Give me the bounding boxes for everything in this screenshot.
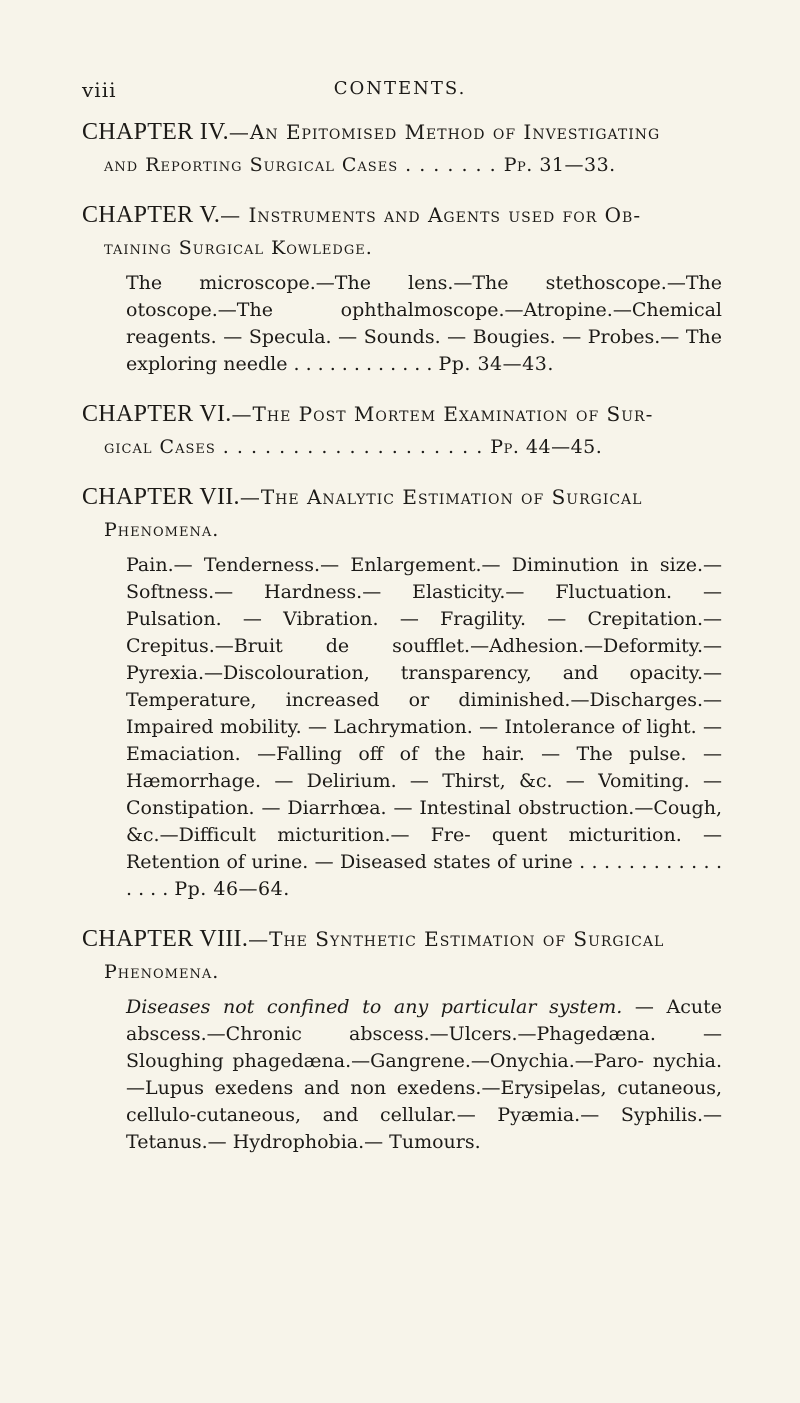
chapter-label: CHAPTER V. (82, 202, 221, 228)
chapter-title: — Instruments and Agents used for Ob- (220, 203, 642, 227)
page-number: viii (82, 78, 117, 102)
page-range: Pp. 44—45. (490, 436, 603, 458)
chapter-title: —The Synthetic Estimation of Surgical (248, 927, 665, 951)
chapter-label: CHAPTER VI. (82, 401, 232, 427)
chapter-description (126, 994, 722, 1156)
chapter-topics: — Acute abscess.—Chronic abscess.—Ulcers.—Phagedæna. —Sloughing phagedæna.—Gangrene.—Onychia.—Paro- nychia.—Lupus exedens and non exedens.—Erysipelas, cutaneous, cellulo-cutaneous, and cellular.— Pyæmia.— Syphilis.— Tetanus.— Hydrophobia.— Tumours. (126, 996, 722, 1153)
chapter-subheading: Diseases not confined to any particular system. (126, 996, 623, 1018)
chapter-label: CHAPTER VIII. (82, 926, 249, 952)
page-range: Pp. 34—43. (438, 353, 554, 375)
chapter-entry-v (82, 201, 722, 378)
chapter-title: —An Epitomised Method of Investigating (228, 120, 661, 144)
chapter-description (126, 270, 722, 378)
chapter-title-continued: gical Cases . . . . . . . . . . . . . . . . . . . (104, 436, 491, 458)
chapter-title-continued: taining Surgical Kowledge. (104, 237, 373, 259)
chapter-title-continued: Phenomena. (104, 519, 220, 541)
chapter-label: CHAPTER IV. (82, 119, 229, 145)
chapter-topics: Pain.— Tenderness.— Enlargement.— Diminution in size.— Softness.— Hardness.— Elasticity.— Fluctuation. — Pulsation. — Vibration. — Fragility. — Crepitation.— Crepitus.—Bruit de soufflet.—Adhesion.—Deformity.— Pyrexia.—Discolouration, transparency, and opacity.— Temperature, increased or diminished.—Discharges.— Impaired mobility. — Lachrymation. — Intolerance of light. — Emaciation. —Falling off of the hair. — The pulse. — Hæmorrhage. — Delirium. — Thirst, &c. — Vomiting. — Constipation. — Diarrhœa. — Intestinal obstruction.—Cough, &c.—Difficult micturition.— Fre- quent micturition. — Retention of urine. — Diseased states of urine . . . . . . . . . . . . . . . . (126, 554, 722, 900)
chapter-title-continued: and Reporting Surgical Cases . . . . . . . (104, 154, 504, 176)
chapter-entry-viii (82, 925, 722, 1156)
chapter-title: —The Analytic Estimation of Surgical (239, 485, 643, 509)
chapter-title-continued: Phenomena. (104, 961, 220, 983)
chapter-entry-vii (82, 483, 722, 903)
chapter-label: CHAPTER VII. (82, 484, 240, 510)
page-range: Pp. 46—64. (174, 878, 290, 900)
chapter-description (126, 552, 722, 903)
page-range: Pp. 31—33. (503, 154, 616, 176)
contents-list (82, 118, 722, 1178)
chapter-entry-vi (82, 400, 722, 461)
chapter-entry-iv (82, 118, 722, 179)
page-header (82, 78, 718, 112)
running-title: CONTENTS. (333, 78, 467, 99)
chapter-topics: The microscope.—The lens.—The stethoscope.—The otoscope.—The ophthalmoscope.—Atropine.—Chemical reagents. — Specula. — Sounds. — Bougies. — Probes.— The exploring needle . . . . . . . . . . . . (126, 272, 722, 375)
chapter-title: —The Post Mortem Examination of Sur- (231, 402, 654, 426)
